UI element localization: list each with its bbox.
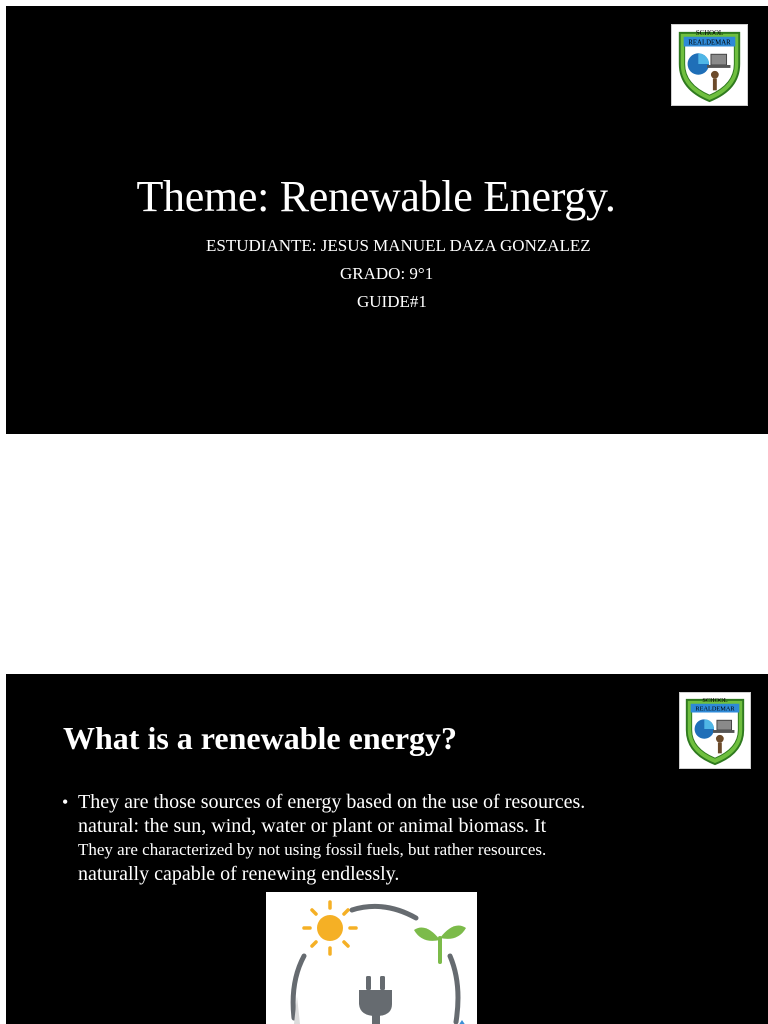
grade-label: GRADO: 9°1: [340, 264, 434, 283]
renewable-cycle-illustration: [266, 892, 477, 1024]
school-logo: [671, 24, 748, 106]
svg-text:REALDEMAR: REALDEMAR: [695, 705, 735, 713]
plant-icon: [414, 926, 466, 962]
bullet-line: naturally capable of renewing endlessly.: [78, 863, 400, 885]
bullet-line: They are characterized by not using fossil fuels, but rather resources.: [78, 840, 547, 859]
slide-title: Theme: Renewable Energy.: [136, 172, 616, 221]
plug-icon: [359, 976, 392, 1024]
bullet-line: They are those sources of energy based on the use of resources.: [78, 791, 586, 813]
school-logo: [679, 692, 751, 769]
school-shield-icon: [680, 693, 750, 768]
svg-text:SCHOOL: SCHOOL: [695, 29, 724, 37]
guide-label: GUIDE#1: [357, 292, 427, 311]
svg-text:REALDEMAR: REALDEMAR: [688, 39, 731, 47]
title-slide: [6, 6, 768, 434]
bullet-line: natural: the sun, wind, water or plant or animal biomass. It: [78, 815, 547, 837]
svg-text:SCHOOL: SCHOOL: [702, 696, 728, 704]
school-shield-icon: [672, 25, 747, 105]
student-name: ESTUDIANTE: JESUS MANUEL DAZA GONZALEZ: [206, 236, 591, 255]
bullet-dot-icon: •: [62, 792, 69, 812]
sun-icon: [304, 902, 356, 954]
slide-heading: What is a renewable energy?: [63, 720, 458, 756]
bullet-item: [62, 790, 662, 886]
bullet-text: [78, 790, 585, 886]
content-slide: [6, 674, 768, 1024]
renewable-energy-diagram: [266, 892, 477, 1024]
